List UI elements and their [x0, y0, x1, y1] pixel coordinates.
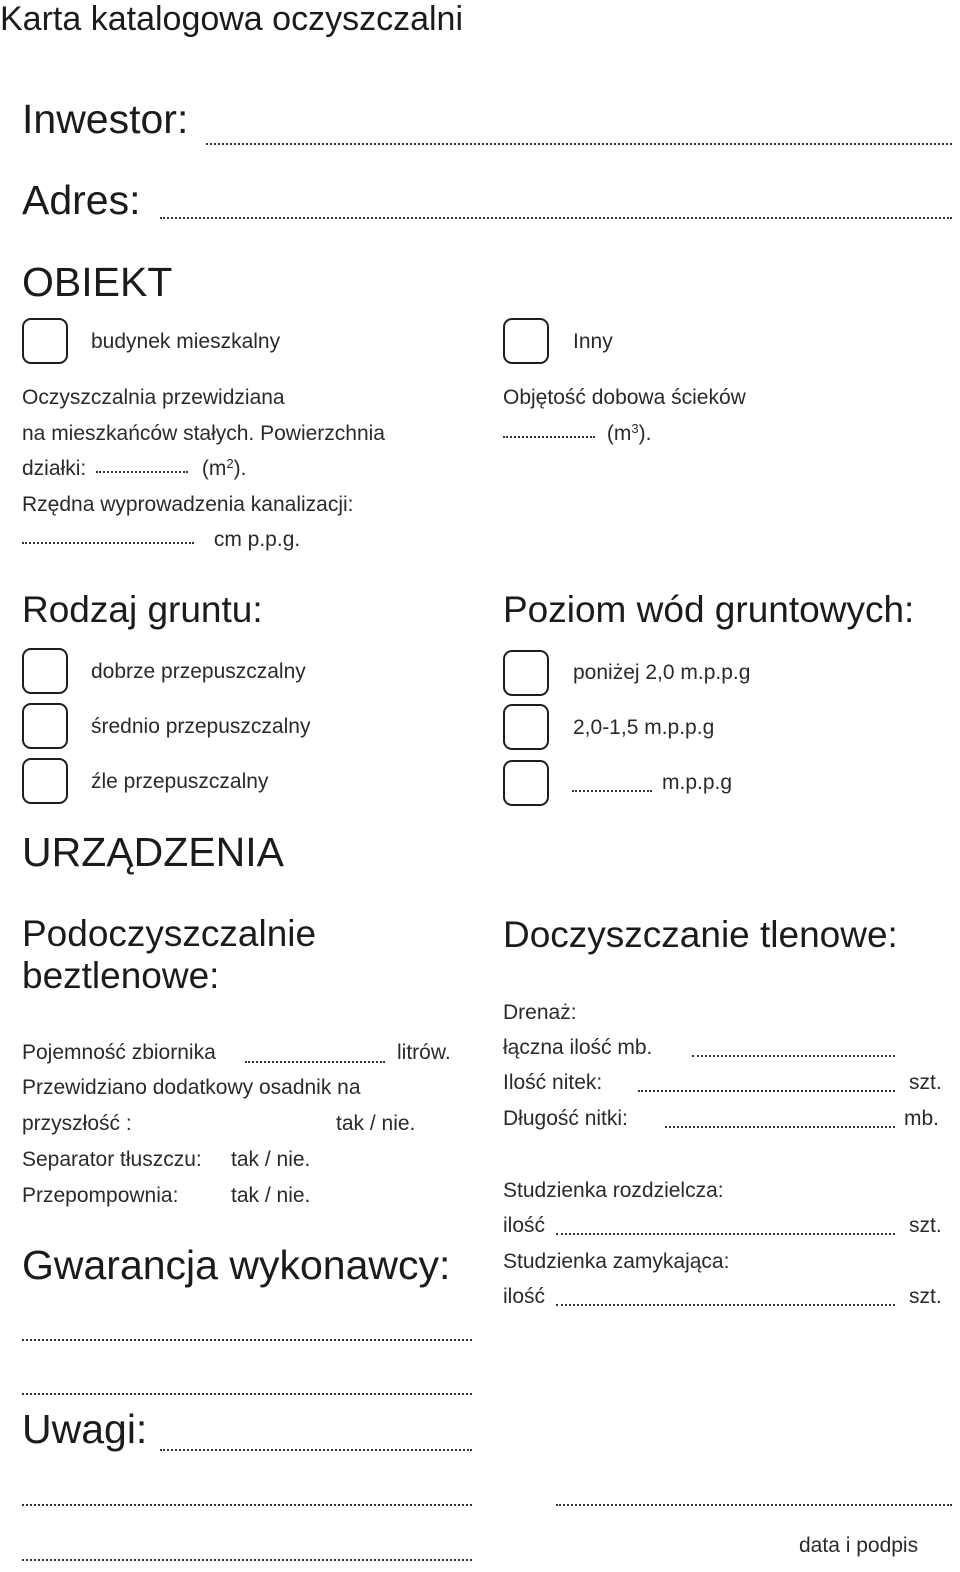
distribution-well-label: Studzienka rozdzielcza:	[503, 1179, 724, 1202]
distribution-well-unit: szt.	[909, 1214, 942, 1237]
object-line-1: Oczyszczalnia przewidziana	[22, 386, 285, 409]
closing-well-qty-label: ilość	[503, 1285, 546, 1308]
anaerobic-heading: Podoczyszczalnie beztlenowe:	[22, 913, 317, 996]
daily-volume	[503, 380, 746, 451]
warranty-field-2[interactable]	[22, 1393, 472, 1395]
groundwater-range-checkbox[interactable]	[503, 704, 549, 750]
page-title: Karta katalogowa oczyszczalni	[0, 0, 464, 38]
strands-label: Ilość nitek:	[503, 1071, 603, 1094]
strands-field[interactable]	[638, 1090, 895, 1092]
notes-field-2[interactable]	[22, 1504, 472, 1506]
object-line-2: na mieszkańców stałych. Powierzchnia	[22, 421, 385, 445]
total-length-field[interactable]	[692, 1055, 895, 1057]
warranty-field-1[interactable]	[22, 1339, 472, 1341]
strand-length-unit: mb.	[904, 1107, 940, 1130]
distribution-well-qty-field[interactable]	[556, 1233, 895, 1235]
object-heading: OBIEKT	[22, 259, 173, 305]
notes-field-3[interactable]	[22, 1559, 472, 1561]
closing-well-label: Studzienka zamykająca:	[503, 1250, 730, 1273]
groundwater-custom-field[interactable]	[572, 790, 652, 792]
daily-volume-field[interactable]	[503, 436, 595, 438]
daily-volume-label: Objętość dobowa ścieków	[503, 386, 746, 409]
object-line-3	[22, 451, 385, 487]
object-description	[22, 380, 385, 558]
other-checkbox[interactable]	[503, 318, 549, 364]
soil-medium-label: średnio przepuszczalny	[91, 715, 311, 738]
settler-value[interactable]: tak / nie.	[336, 1112, 416, 1135]
settler-label-2: przyszłość :	[22, 1112, 132, 1135]
notes-field-1[interactable]	[160, 1449, 472, 1451]
warranty-heading: Gwarancja wykonawcy:	[22, 1242, 451, 1288]
groundwater-below-label: poniżej 2,0 m.p.p.g	[573, 661, 751, 684]
closing-well-unit: szt.	[909, 1285, 942, 1308]
groundwater-range-label: 2,0-1,5 m.p.p.g	[573, 716, 715, 739]
pump-station-label: Przepompownia:	[22, 1184, 179, 1207]
soil-poor-checkbox[interactable]	[22, 758, 68, 804]
drainage-label: Drenaż:	[503, 1001, 577, 1024]
devices-heading: URZĄDZENIA	[22, 829, 284, 875]
object-line-4: Rzędna wyprowadzenia kanalizacji:	[22, 492, 354, 516]
other-label: Inny	[573, 330, 613, 353]
plot-area-field[interactable]	[96, 471, 188, 473]
investor-label: Inwestor:	[22, 96, 189, 142]
residential-label: budynek mieszkalny	[91, 330, 281, 353]
tank-capacity-unit: litrów.	[397, 1041, 451, 1064]
notes-label: Uwagi:	[22, 1406, 148, 1452]
strands-unit: szt.	[909, 1071, 942, 1094]
total-length-label: łączna ilość mb.	[503, 1036, 653, 1059]
groundwater-custom-label: m.p.p.g	[662, 771, 733, 794]
soil-good-label: dobrze przepuszczalny	[91, 660, 306, 683]
groundwater-custom-checkbox[interactable]	[503, 760, 549, 806]
plot-label: działki:	[22, 457, 87, 480]
soil-heading: Rodzaj gruntu:	[22, 589, 263, 630]
distribution-well-qty-label: ilość	[503, 1214, 546, 1237]
object-line-5	[22, 522, 385, 558]
settler-label-1: Przewidziano dodatkowy osadnik na	[22, 1076, 361, 1099]
sewer-level-unit: cm p.p.g.	[213, 528, 301, 551]
residential-checkbox[interactable]	[22, 318, 68, 364]
daily-volume-line	[503, 416, 746, 452]
signature-field[interactable]	[556, 1504, 952, 1506]
investor-field[interactable]	[206, 143, 952, 145]
signature-label: data i podpis	[799, 1534, 919, 1557]
tank-capacity-field[interactable]	[245, 1061, 385, 1063]
strand-length-field[interactable]	[665, 1126, 895, 1128]
aerobic-heading: Doczyszczanie tlenowe:	[503, 914, 898, 955]
pump-station-value[interactable]: tak / nie.	[231, 1184, 311, 1207]
daily-volume-unit: $(m^3)$.	[606, 420, 652, 445]
address-field[interactable]	[160, 217, 952, 219]
soil-good-checkbox[interactable]	[22, 648, 68, 694]
soil-poor-label: źle przepuszczalny	[91, 770, 269, 793]
sewer-level-field[interactable]	[22, 542, 194, 544]
groundwater-heading: Poziom wód gruntowych:	[503, 589, 915, 630]
groundwater-below-checkbox[interactable]	[503, 650, 549, 696]
plot-unit: $(m^2)$.	[201, 456, 247, 480]
grease-separator-value[interactable]: tak / nie.	[231, 1148, 311, 1171]
address-label: Adres:	[22, 177, 141, 223]
strand-length-label: Długość nitki:	[503, 1107, 628, 1130]
closing-well-qty-field[interactable]	[556, 1304, 895, 1306]
tank-capacity-label: Pojemność zbiornika	[22, 1041, 216, 1064]
soil-medium-checkbox[interactable]	[22, 703, 68, 749]
grease-separator-label: Separator tłuszczu:	[22, 1148, 202, 1171]
